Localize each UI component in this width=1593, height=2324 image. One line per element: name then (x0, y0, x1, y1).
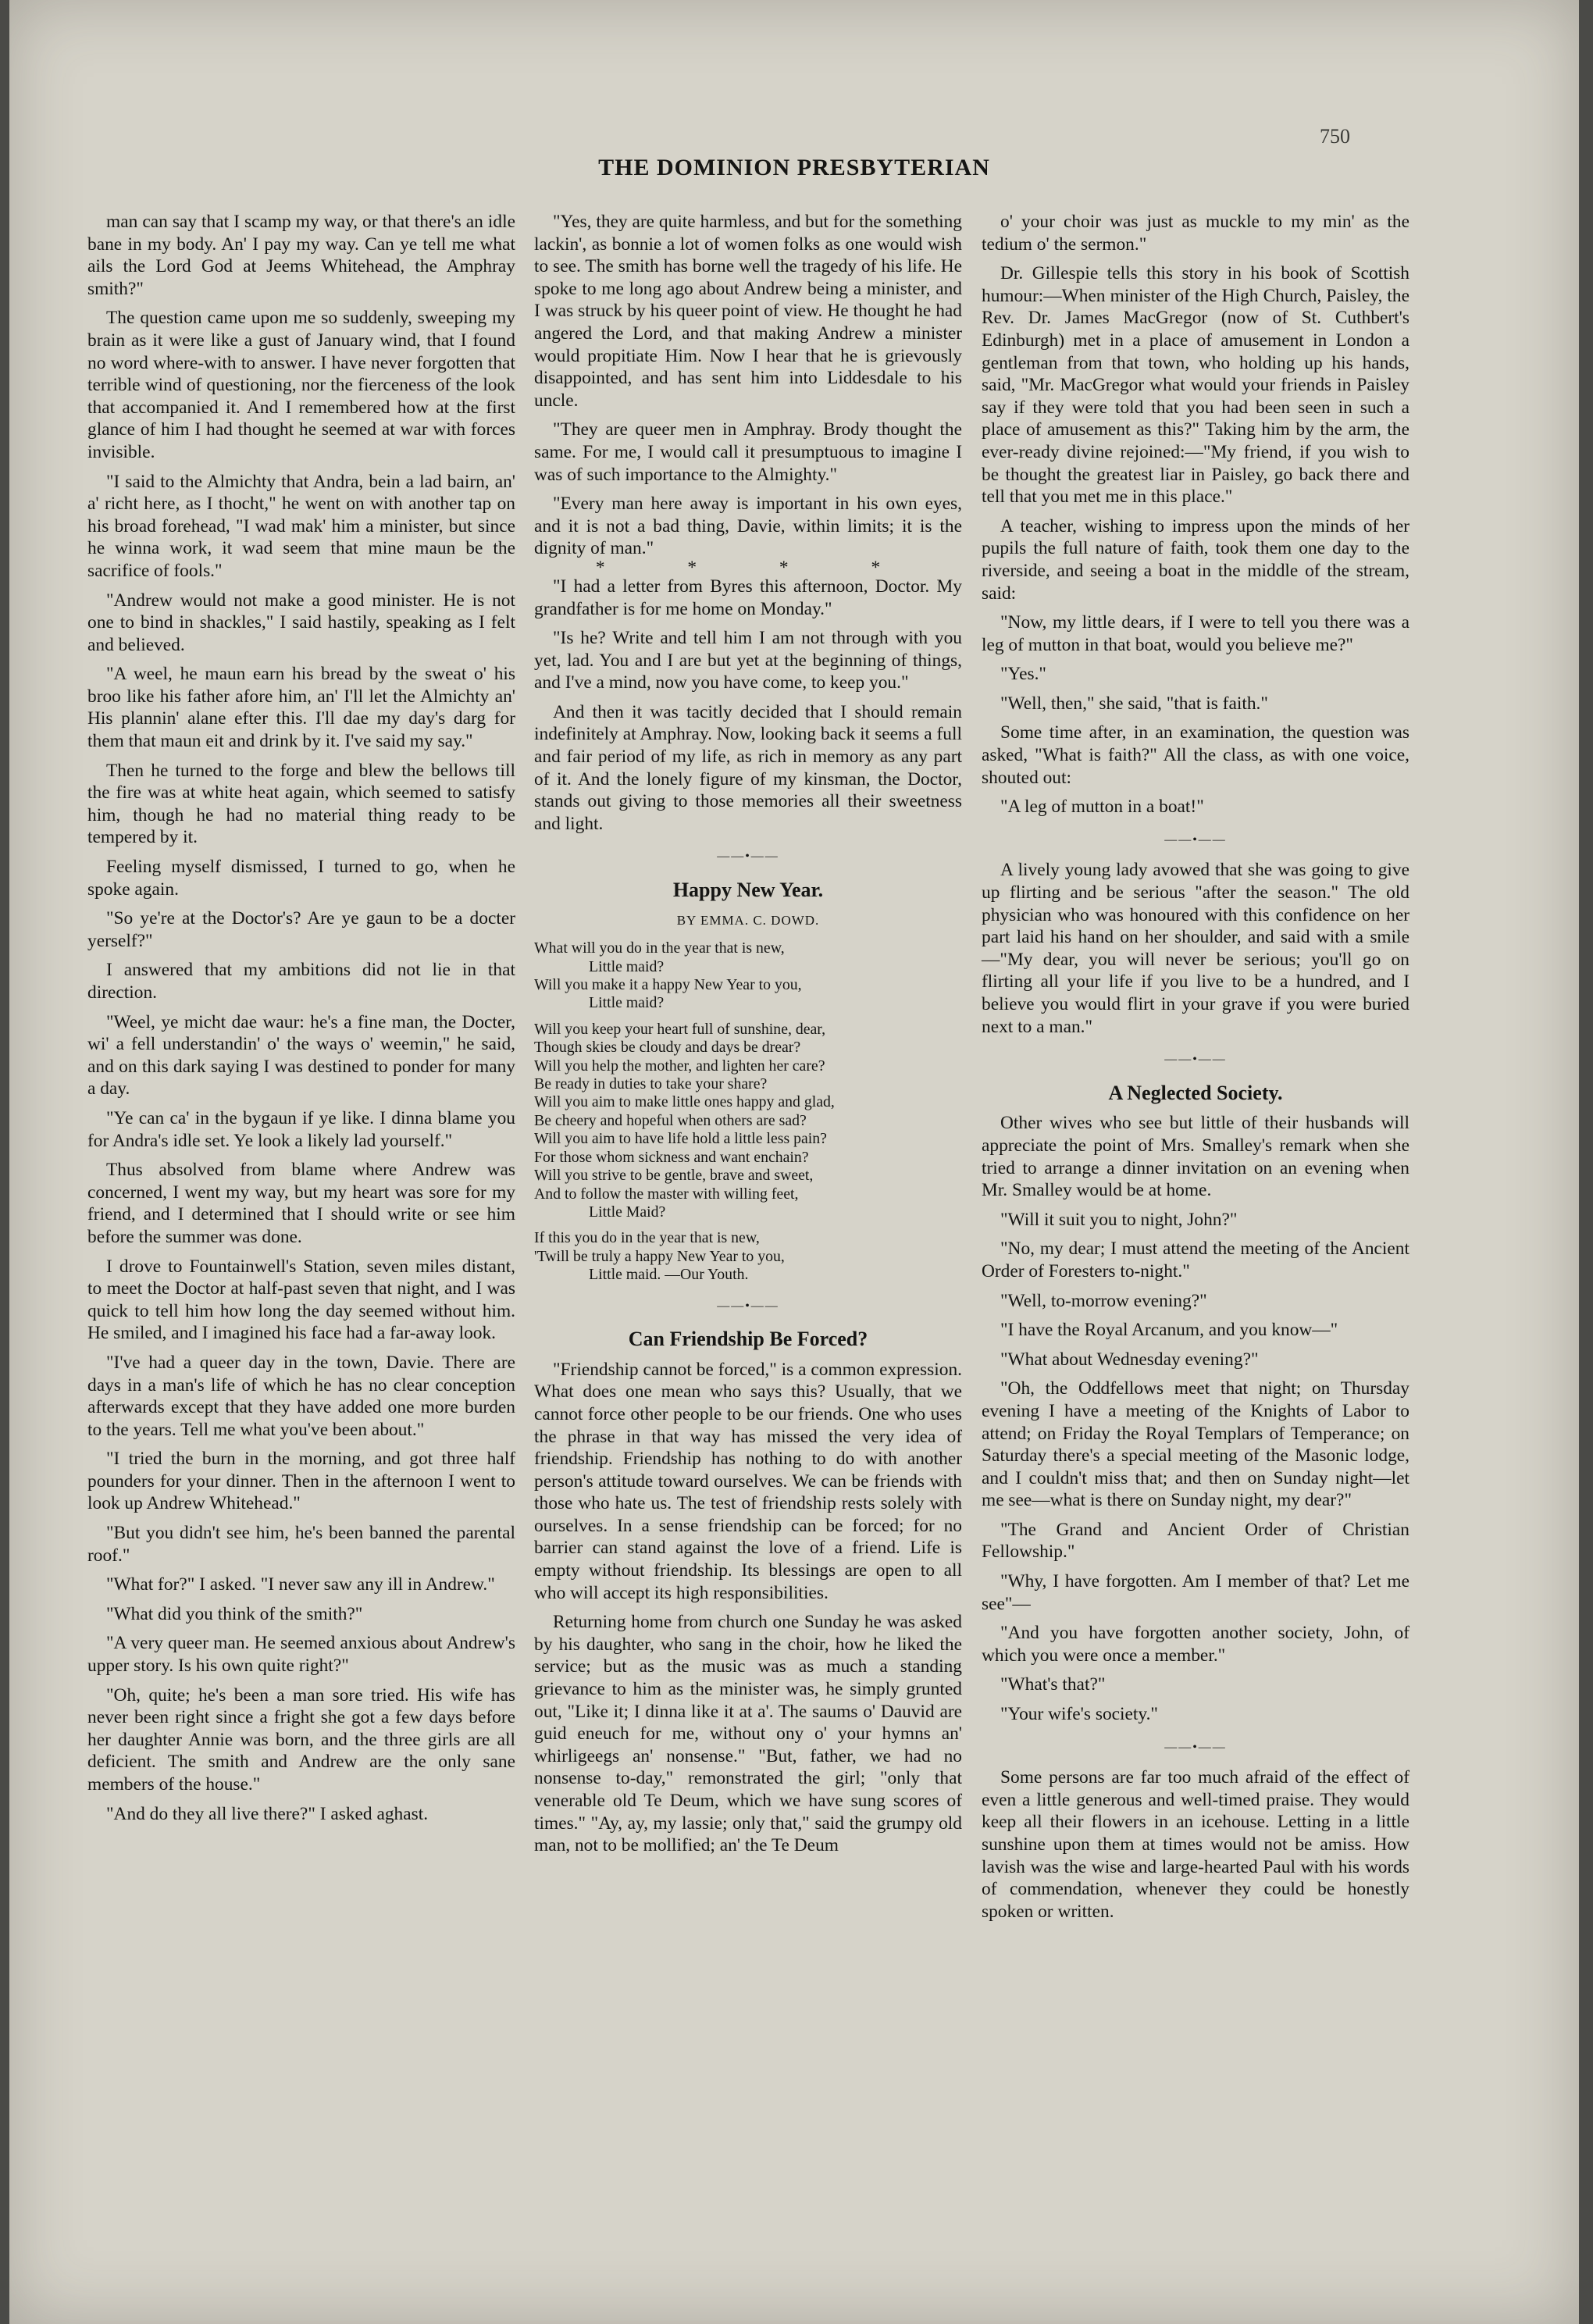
paragraph: "A leg of mutton in a boat!" (1000, 797, 1204, 818)
paragraph: A teacher, wishing to impress upon the minds of her pupils the full nature of faith, took them one day to the riverside, and seeing a boat in the middle of the stream, said: (982, 515, 1409, 604)
section-divider: ——•—— (1164, 1053, 1227, 1067)
paragraph: "What about Wednesday evening?" (1000, 1349, 1259, 1370)
poem-body (534, 939, 962, 1284)
poem-line: Though skies be cloudy and days be drear? (534, 1039, 801, 1057)
paragraph: "I have the Royal Arcanum, and you know—" (1000, 1320, 1338, 1341)
poem-line: Will you aim to have life hold a little less pain? (534, 1130, 827, 1148)
story-continuation (87, 211, 515, 1825)
paragraph: "Well, to-morrow evening?" (1000, 1290, 1207, 1311)
poem-line: Little Maid? (589, 1203, 666, 1221)
section-divider: ——•—— (1164, 832, 1227, 847)
paragraph: "They are queer men in Amphray. Brody thought the same. For me, I would call it presumptuous to imagine I was of such importance to the Almighty." (534, 419, 962, 485)
poem-line: Little maid? (589, 957, 665, 975)
section-divider: ——•—— (717, 1299, 779, 1313)
poem-line: Will you help the mother, and lighten her care? (534, 1057, 825, 1075)
poem-line: Little maid. —Our Youth. (589, 1266, 749, 1284)
poem-line: Will you keep your heart full of sunshine, dear, (534, 1020, 826, 1038)
story-conclusion-part-2 (534, 576, 962, 836)
paragraph: "Is he? Write and tell him I am not through with you yet, lad. You and I are but yet at the beginning of things, and I've a mind, now you have come, to keep you." (534, 628, 962, 693)
te-deum-and-anecdotes (982, 211, 1409, 818)
flirting-anecdote (982, 859, 1409, 1038)
paragraph: "Oh, quite; he's been a man sore tried. His wife has never been right since a fright she got a few days before her daughter Annie was born, and the three girls are all deficient. The smith and Andrew are the only sane members of the house." (87, 1684, 515, 1795)
paragraph: Returning home from church one Sunday he was asked by his daughter, who sang in the choir, how he liked the service; but as the music was as much a standing grievance to him as the minister was, he simply grunted out, "Like it; I dinna like it at a'. The saums o' Dauvid are guid eneuch for me, without ony o' your hymns an' whirligeegs an' nonsense." "But, father, we had no nonsense to-day," remonstrated the girl; "only that venerable old Te Deum, which we have sung scores of times." "Ay, ay, my lassie; only that," said the grumpy old man, not to be mollified; an' the Te Deum (534, 1612, 962, 1856)
paragraph: Other wives who see but little of their husbands will appreciate the point of Mrs. Smalley's remark when she tried to arrange a dinner invitation on an evening when Mr. Smalley would be at home. (982, 1113, 1409, 1201)
poem-line: For those whom sickness and want enchain? (534, 1148, 809, 1166)
poem-line: And to follow the master with willing feet, (534, 1185, 799, 1203)
poem-line: Be cheery and hopeful when others are sad? (534, 1111, 807, 1129)
poem-line: What will you do in the year that is new, (534, 939, 785, 957)
masthead: THE DOMINION PRESBYTERIAN (598, 155, 990, 180)
poem-stanza-2 (534, 1021, 962, 1221)
poem-line: Will you aim to make little ones happy and glad, (534, 1093, 835, 1111)
paragraph: "Every man here away is important in his own eyes, and it is not a bad thing, Davie, within limits; it is the dignity of man." (534, 494, 962, 559)
paragraph: I answered that my ambitions did not lie in that direction. (87, 960, 515, 1003)
paragraph: "Well, then," she said, "that is faith." (1000, 693, 1268, 714)
paragraph: Dr. Gillespie tells this story in his book of Scottish humour:—When minister of the High Church, Paisley, the Rev. Dr. James MacGregor (now of St. Cuthbert's Edinburgh) met in a place of amusement in London a gentleman from that town, who holding up his hands, said, "Mr. MacGregor what would your friends in Paisley say if they were told that you had been seen in such a place of amusement as this?" Taking him by the arm, the ever-ready divine rejoined:—"My friend, if you wish to be thought the greatest liar in Paisley, go back there and tell that you met me in this place." (982, 263, 1409, 508)
paragraph: Some persons are far too much afraid of the effect of even a little generous and well-timed praise. They would keep all their flowers in an icehouse. Letting in a little sunshine upon them at times would not be amiss. How lavish was the wise and large-hearted Paul with his words of commendation, whenever they could be honestly spoken or written. (982, 1767, 1409, 1922)
paragraph: "No, my dear; I must attend the meeting of the Ancient Order of Foresters to-night." (982, 1239, 1409, 1281)
section-divider: ——•—— (1164, 1740, 1227, 1754)
paragraph: Feeling myself dismissed, I turned to go, when he spoke again. (87, 857, 515, 900)
paragraph: I drove to Fountainwell's Station, seven miles distant, to meet the Doctor at half-past seven that night, and I was quick to tell him how long the day seemed without him. He smiled, and I imagined his face had a far-away look. (87, 1256, 515, 1344)
article-friendship-body (534, 1359, 962, 1857)
paragraph: Some time after, in an examination, the question was asked, "What is faith?" All the class, as with one voice, shouted out: (982, 722, 1409, 788)
paragraph: "Will it suit you to night, John?" (1000, 1209, 1238, 1230)
paragraph: "What for?" I asked. "I never saw any ill in Andrew." (106, 1574, 495, 1595)
paragraph: "And you have forgotten another society, John, of which you were once a member." (982, 1623, 1409, 1666)
paragraph: Then he turned to the forge and blew the bellows till the fire was at white heat again, which seemed to satisfy him, though he had no material thing ready to be tempered by it. (87, 760, 515, 848)
paragraph: "Oh, the Oddfellows meet that night; on Thursday evening I have a meeting of the Knights of Labor to attend; on Friday the Royal Templars of Temperance; on Saturday there's a special meeting of the Masonic lodge, and I couldn't miss that; and then on Sunday night—let me see—what is there on Sunday night, my dear?" (982, 1378, 1409, 1511)
paragraph: "Yes, they are quite harmless, and but for the something lackin', as bonnie a lot of women folks as one would wish to see. The smith has borne well the tragedy of his life. He spoke to me long ago about Andrew being a minister, and I was struck by his queer point of view. He thought he had angered the Lord, and that making Andrew a minister would propitiate Him. Now I hear that he is grievously disappointed, and has sent him into Liddesdale to his uncle. (534, 212, 962, 411)
paragraph: "I said to the Almichty that Andra, bein a lad bairn, an' a' richt here, as I thocht," he went on with another tap on his broad forehead, "I wad mak' him a minister, but since he winna work, it wad seem that mine maun be the sacrifice of fools." (87, 471, 515, 581)
article-title-friendship: Can Friendship Be Forced? (628, 1328, 868, 1351)
paragraph: "I had a letter from Byres this afternoon, Doctor. My grandfather is for me home on Monday." (534, 576, 962, 619)
paragraph: "A weel, he maun earn his bread by the sweat o' his broo like his father afore him, an' I'll let the Almichty an' His plannin' alane efter this. I'll dae my day's darg for them that maun eit and drink by it. I've said my say." (87, 664, 515, 752)
poem-title: Happy New Year. (672, 879, 824, 902)
poem-byline: BY EMMA. C. DOWD. (676, 912, 820, 928)
paragraph: "Your wife's society." (1000, 1704, 1158, 1725)
section-divider: ——•—— (717, 850, 779, 864)
newspaper-page (9, 0, 1579, 2324)
poem-stanza-1 (534, 939, 962, 1013)
poem-line: Little maid? (589, 994, 665, 1012)
paragraph: "I've had a queer day in the town, Davie. There are days in a man's life of which he has no clear conception afterwards except that they have added one more burden to the years. Tell me what you've been about." (87, 1352, 515, 1440)
paragraph: "Ye can ca' in the bygaun if ye like. I dinna blame you for Andra's idle set. Ye look a likely lad yourself." (87, 1107, 515, 1151)
section-stars: * * * * (595, 557, 920, 578)
paragraph: "Yes." (1000, 664, 1046, 685)
paragraph: "Why, I have forgotten. Am I member of that? Let me see"— (982, 1571, 1409, 1614)
story-conclusion-part-1 (534, 211, 962, 560)
paragraph: "But you didn't see him, he's been banned the parental roof." (87, 1523, 515, 1566)
paragraph: o' your choir was just as muckle to my min' as the tedium o' the sermon." (982, 212, 1409, 255)
paragraph: "Andrew would not make a good minister. He is not one to bind in shackles," I said hastily, speaking as I felt and believed. (87, 590, 515, 655)
paragraph: "A very queer man. He seemed anxious about Andrew's upper story. Is his own quite right?" (87, 1633, 515, 1677)
paragraph: "What did you think of the smith?" (106, 1603, 363, 1624)
paragraph: "I tried the burn in the morning, and got three half pounders for your dinner. Then in the afternoon I went to look up Andrew Whitehead." (87, 1449, 515, 1514)
column-3 (982, 211, 1409, 1923)
paragraph: And then it was tacitly decided that I should remain indefinitely at Amphray. Now, looking back it seems a full and fair period of my life, as rich in memory as any part of it. And the lonely figure of my kinsman, the Doctor, stands out giving to those memories all their sweetness and light. (534, 701, 962, 834)
paragraph: "So ye're at the Doctor's? Are ye gaun to be a docter yerself?" (87, 908, 515, 951)
poem-line: 'Twill be truly a happy New Year to you, (534, 1247, 785, 1265)
article-neglected-society-body (982, 1112, 1409, 1725)
paragraph: "What's that?" (1000, 1674, 1106, 1695)
column-2 (534, 211, 962, 1857)
paragraph: "Weel, ye micht dae waur: he's a fine man, the Docter, wi' a fell understandin' o' the ways o' weemin," he said, and on this dark saying I was destined to ponder for many a day. (87, 1011, 515, 1100)
praise-paragraph (982, 1766, 1409, 1923)
column-1 (87, 211, 515, 1825)
poem-line: Will you strive to be gentle, brave and sweet, (534, 1167, 814, 1185)
paragraph: "The Grand and Ancient Order of Christian Fellowship." (982, 1519, 1409, 1563)
poem-line: Will you make it a happy New Year to you, (534, 976, 802, 994)
paragraph: Thus absolved from blame where Andrew was concerned, I went my way, but my heart was sore for my friend, and I determined that I should write or see him before the summer was done. (87, 1160, 515, 1247)
poem-line: If this you do in the year that is new, (534, 1229, 760, 1247)
paragraph: man can say that I scamp my way, or that there's an idle bane in my body. An' I pay my way. Can ye tell me what ails the Lord God at Jeems Whitehead, the Amphray smith?" (87, 212, 515, 299)
page-number: 750 (1320, 125, 1350, 148)
paragraph: The question came upon me so suddenly, sweeping my brain as it were like a gust of January wind, that I found no word where-with to answer. I have never forgotten that terrible wind of questioning, nor the fierceness of the look that accompanied it. And I remembered how at the first glance of him I had thought he seemed at war with forces invisible. (87, 308, 515, 462)
poem-stanza-3 (534, 1229, 962, 1284)
article-title-neglected-society: A Neglected Society. (1108, 1081, 1283, 1104)
paragraph: A lively young lady avowed that she was going to give up flirting and be serious "after the season." The old physician who was honoured with this confidence on her part laid his hand on her shoulder, and said with a smile—"My dear, you will never be serious; you'll go on flirting all your life if you live to be a hundred, and I believe you would flirt in your grave if you were buried next to a man." (982, 860, 1409, 1037)
paragraph: "Friendship cannot be forced," is a common expression. What does one mean who says this? Usually, that we cannot force other people to be our friends. One who uses the phrase in that way has missed the very idea of friendship. Friendship has nothing to do with another person's attitude toward ourselves. We can be friends with those who hate us. The test of friendship rests solely with ourselves. In a sense friendship can be forced; for no barrier can stand against the love of a friend. Life is empty without friendship. Its blessings are open to all who will accept its high responsibilities. (534, 1359, 962, 1603)
poem-line: Be ready in duties to take your share? (534, 1075, 768, 1093)
paragraph: "And do they all live there?" I asked aghast. (106, 1803, 429, 1824)
paragraph: "Now, my little dears, if I were to tell you there was a leg of mutton in that boat, would you believe me?" (982, 612, 1409, 655)
